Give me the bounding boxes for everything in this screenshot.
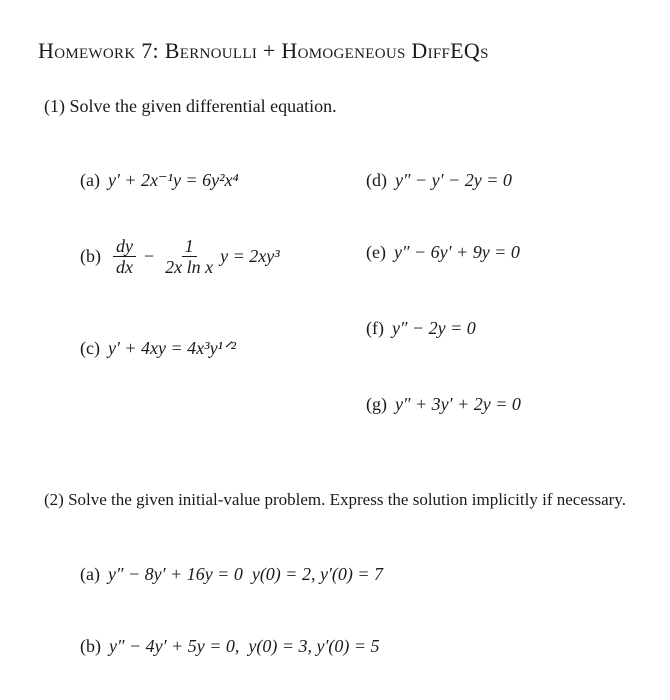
problem-1f-equation: y″ − 2y = 0 [391,318,476,338]
problem-1g-label: (g) [366,394,387,414]
problem-2-heading: (2) Solve the given initial-value problem. Express the solution implicitly if necessary. [44,490,626,509]
problem-1d-equation: y″ − y′ − 2y = 0 [395,170,512,190]
problem-1d-label: (d) [366,170,387,190]
problem-1f-label: (f) [366,318,384,338]
problem-1a-equation: y′ + 2x⁻¹y = 6y²x⁴ [107,170,239,190]
problem-1b-minus: − [144,246,155,266]
problem-1b-frac2-numerator: 1 [182,236,197,257]
problem-1b-frac1-numerator: dy [113,236,136,257]
problem-1c [80,338,236,359]
problem-1e-label: (e) [366,242,386,262]
problem-2a [80,564,383,585]
problem-1c-equation: y′ + 4xy = 4x³y¹ᐟ² [107,338,236,358]
problem-1b-label: (b) [80,246,101,266]
problem-2b-label: (b) [80,636,101,656]
problem-2a-equation: y″ − 8y′ + 16y = 0 y(0) = 2, y′(0) = 7 [107,564,384,584]
problem-1b-tail: y = 2xy³ [220,246,280,266]
problem-1f [366,318,476,339]
problem-2b [80,636,380,657]
problem-1g-equation: y″ + 3y′ + 2y = 0 [395,394,521,414]
problem-1b-frac2-denominator: 2x ln x [165,257,214,277]
problem-1e [366,242,520,263]
problem-1-heading: (1) Solve the given differential equation. [44,96,337,116]
problem-1c-label: (c) [80,338,100,358]
problem-1b [80,236,280,277]
problem-1b-fraction-dydx [113,236,136,277]
problem-1b-fraction-coefficient [162,236,216,277]
problem-2b-equation: y″ − 4y′ + 5y = 0, y(0) = 3, y′(0) = 5 [109,636,380,656]
problem-1d [366,170,512,191]
problem-1b-frac1-denominator: dx [116,257,133,277]
problem-2a-label: (a) [80,564,100,584]
problem-1e-equation: y″ − 6y′ + 9y = 0 [393,242,520,262]
problem-1a-label: (a) [80,170,100,190]
problem-1g [366,394,521,415]
page-title: Homework 7: Bernoulli + Homogeneous DiffEQs [38,38,489,63]
problem-1a [80,170,239,191]
